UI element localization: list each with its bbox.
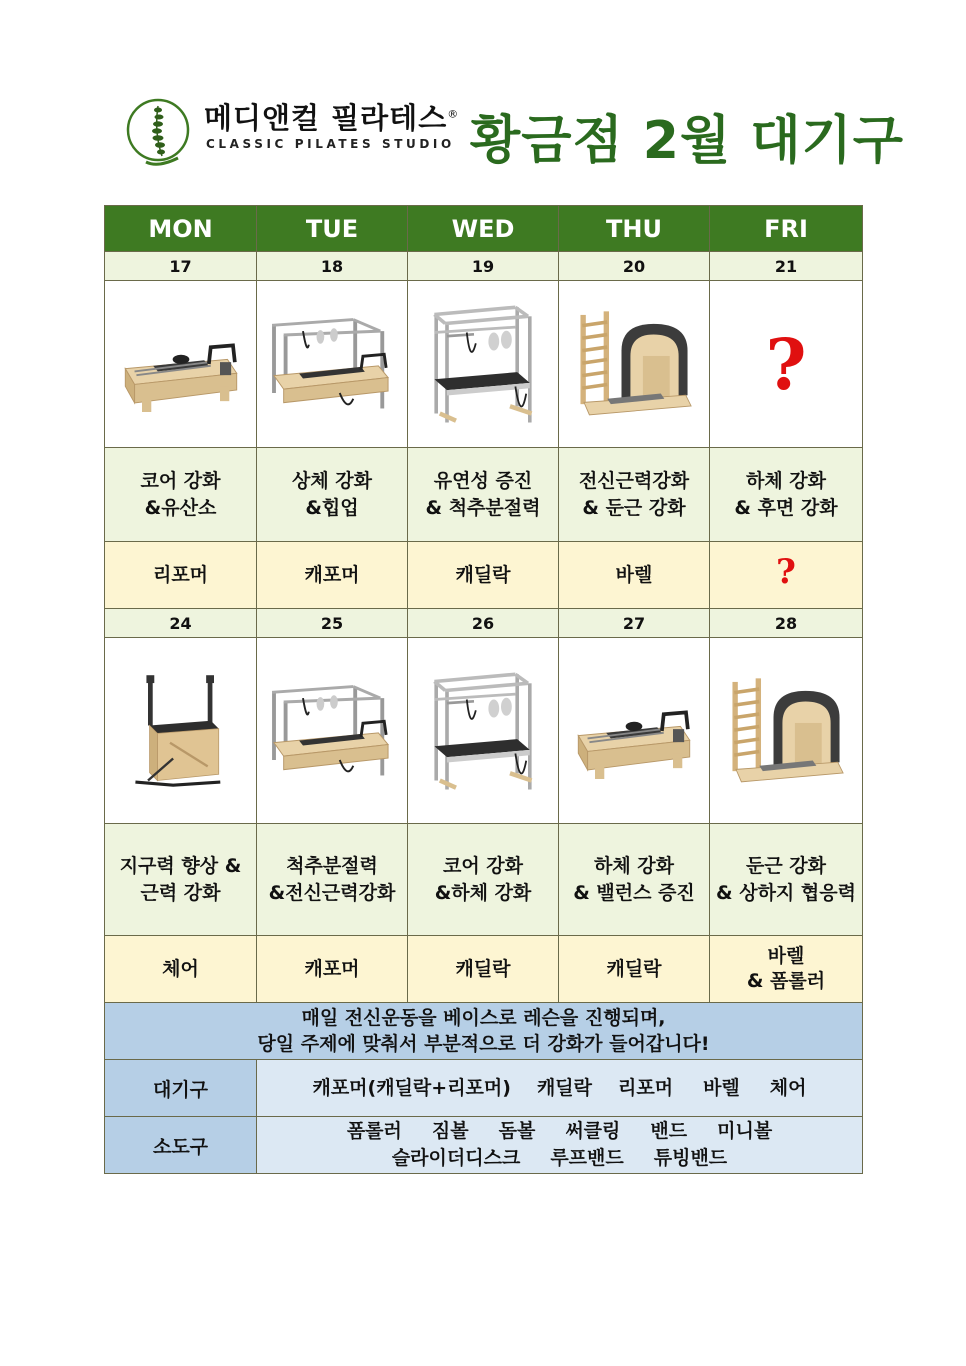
date-cell: 24 — [105, 609, 257, 638]
day-header: FRI — [710, 206, 863, 252]
equipment-image-cell — [408, 638, 559, 824]
focus-cell: 코어 강화 &유산소 — [105, 448, 257, 542]
equipment-name-cell: 캐포머 — [257, 936, 408, 1003]
day-header: TUE — [257, 206, 408, 252]
focus-cell: 코어 강화 &하체 강화 — [408, 824, 559, 936]
date-cell: 20 — [559, 252, 710, 281]
equipment-image-row — [105, 281, 863, 448]
focus-cell: 하체 강화 & 후면 강화 — [710, 448, 863, 542]
date-cell: 27 — [559, 609, 710, 638]
cadillac-reformer-image — [264, 306, 400, 422]
date-cell: 21 — [710, 252, 863, 281]
date-row — [105, 252, 863, 281]
equipment-list-values: 캐포머(캐딜락+리포머) 캐딜락 리포머 바렐 체어 — [257, 1060, 863, 1117]
cadillac-image — [420, 661, 546, 801]
focus-cell: 상체 강화 &힙업 — [257, 448, 408, 542]
equipment-name-cell: 바렐 — [559, 542, 710, 609]
date-cell: 19 — [408, 252, 559, 281]
day-header: THU — [559, 206, 710, 252]
equipment-image-cell — [257, 281, 408, 448]
equipment-name-cell: 캐딜락 — [408, 542, 559, 609]
brand-subtitle: CLASSIC PILATES STUDIO — [206, 137, 455, 151]
equipment-image-cell — [710, 281, 863, 448]
focus-cell: 척추분절력 &전신근력강화 — [257, 824, 408, 936]
date-cell: 28 — [710, 609, 863, 638]
date-cell: 25 — [257, 609, 408, 638]
focus-cell: 하체 강화 & 밸런스 증진 — [559, 824, 710, 936]
barrel-image — [723, 673, 849, 789]
question-mark-icon: ? — [765, 322, 807, 406]
equipment-image-cell — [105, 281, 257, 448]
props-list-label: 소도구 — [105, 1117, 257, 1174]
equipment-name-row — [105, 936, 863, 1003]
equipment-image-cell — [559, 281, 710, 448]
focus-row — [105, 824, 863, 936]
brand-logo-mark — [118, 88, 198, 168]
equipment-image-cell — [257, 638, 408, 824]
chair-image — [126, 666, 236, 796]
barrel-image — [571, 306, 697, 422]
equipment-name-cell: 리포머 — [105, 542, 257, 609]
date-cell: 18 — [257, 252, 408, 281]
page-header — [0, 80, 966, 180]
cadillac-reformer-image — [264, 673, 400, 789]
day-header-row — [105, 206, 863, 252]
day-header: MON — [105, 206, 257, 252]
equipment-name-cell: 캐딜락 — [408, 936, 559, 1003]
equipment-image-cell — [710, 638, 863, 824]
equipment-image-row — [105, 638, 863, 824]
equipment-name-cell: 바렐 & 폼롤러 — [710, 936, 863, 1003]
schedule-table — [104, 205, 863, 1174]
focus-cell: 전신근력강화 & 둔근 강화 — [559, 448, 710, 542]
notice-text: 매일 전신운동을 베이스로 레슨을 진행되며, 당일 주제에 맞춰서 부분적으로 더 강화가 들어갑니다! — [105, 1003, 863, 1060]
registered-mark: ® — [447, 107, 460, 121]
focus-cell: 지구력 향상 & 근력 강화 — [105, 824, 257, 936]
reformer-image — [569, 683, 699, 779]
equipment-list-label: 대기구 — [105, 1060, 257, 1117]
reformer-image — [116, 316, 246, 412]
day-header: WED — [408, 206, 559, 252]
date-cell: 17 — [105, 252, 257, 281]
equipment-list-row — [105, 1060, 863, 1117]
focus-row — [105, 448, 863, 542]
equipment-image-cell — [408, 281, 559, 448]
equipment-name-cell: 체어 — [105, 936, 257, 1003]
date-row — [105, 609, 863, 638]
equipment-image-cell — [105, 638, 257, 824]
props-list-values: 폼롤러 짐볼 돔볼 써클링 밴드 미니볼 슬라이더디스크 루프밴드 튜빙밴드 — [257, 1117, 863, 1174]
props-list-row — [105, 1117, 863, 1174]
notice-row — [105, 1003, 863, 1060]
equipment-name-row — [105, 542, 863, 609]
question-mark-icon: ? — [776, 552, 796, 592]
date-cell: 26 — [408, 609, 559, 638]
focus-cell: 둔근 강화 & 상하지 협응력 — [710, 824, 863, 936]
equipment-image-cell — [559, 638, 710, 824]
equipment-name-cell: 캐딜락 — [559, 936, 710, 1003]
equipment-name-cell — [710, 542, 863, 609]
page-title: 황금점 2월 대기구 — [470, 111, 905, 171]
equipment-name-cell: 캐포머 — [257, 542, 408, 609]
brand-name: 메디앤컬 필라테스® — [204, 101, 460, 135]
focus-cell: 유연성 증진 & 척추분절력 — [408, 448, 559, 542]
cadillac-image — [420, 294, 546, 434]
